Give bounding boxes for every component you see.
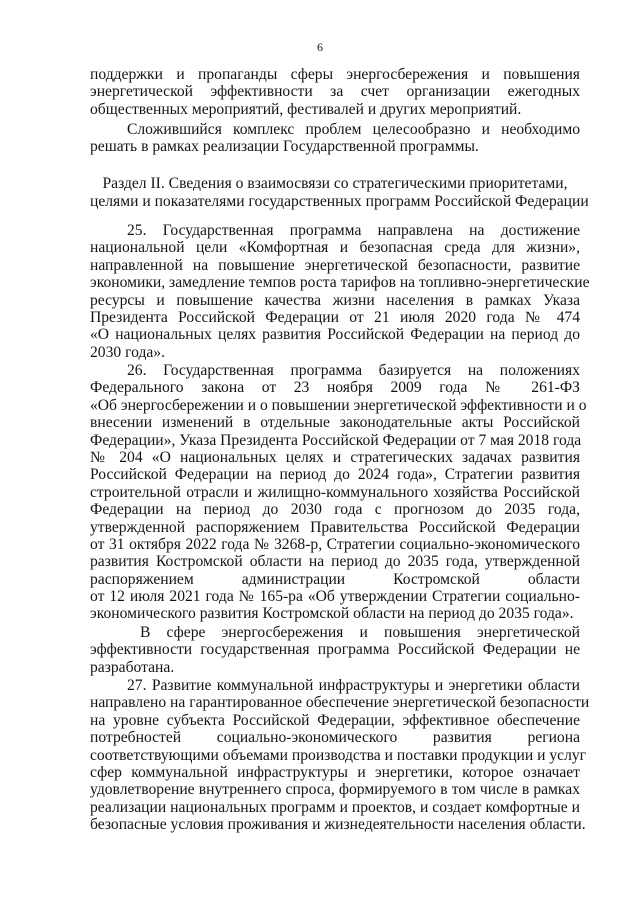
text-line: от 31 октября 2022 года № 3268-р, Стратегии социально-экономического (90, 535, 580, 553)
paragraph-26 (90, 362, 587, 623)
text-line: развития Костромской области на период до 2035 года, утвержденной (90, 553, 580, 571)
text-line: удовлетворение внутреннего спроса, формируемого в том числе в рамках (90, 781, 580, 799)
text-line: строительной отрасли и жилищно-коммунального хозяйства Российской (90, 483, 580, 501)
text-line: поддержки и пропаганды сферы энергосбережения и повышения (90, 66, 580, 83)
page-number: 6 (317, 40, 323, 54)
paragraph-25 (90, 222, 590, 361)
intro-paragraph (90, 66, 580, 118)
text-line: Федерации на период до 2030 года с прогнозом до 2035 года, (90, 501, 580, 519)
text-line: разработана. (90, 658, 175, 676)
text-line: решать в рамках реализации Государственной программы. (90, 138, 479, 156)
text-line: соответствующими объемами производства и поставки продукции и услуг (90, 746, 587, 764)
text-line: экономического развития Костромской области на период до 2035 года». (90, 605, 574, 623)
text-line: потребностей социально-экономического развития региона (90, 729, 580, 747)
text-line: безопасные условия проживания и жизнедеятельности населения области. (90, 816, 586, 834)
text-line: распоряжением администрации Костромской области (90, 570, 580, 588)
text-line: «Об энергосбережении и о повышении энергетической эффективности и о (90, 396, 587, 414)
text-line: на уровне субъекта Российской Федерации, эффективное обеспечение (90, 711, 580, 729)
text-line: направленной на повышение энергетической безопасности, развитие (90, 256, 580, 274)
text-line: экономики, замедление темпов роста тарифов на топливно-энергетические (90, 274, 590, 292)
text-line: Федерации», Указа Президента Российской Федерации от 7 мая 2018 года (90, 431, 582, 449)
text-line: Федерального закона от 23 ноября 2009 года № 261-ФЗ (90, 379, 580, 397)
text-line: утвержденной распоряжением Правительства Российской Федерации (90, 518, 580, 536)
text-line: общественных мероприятий, фестивалей и других мероприятий. (90, 100, 522, 118)
text-line: эффективности государственная программа Российской Федерации не (90, 641, 580, 659)
text-line: В сфере энергосбережения и повышения энергетической (140, 624, 580, 641)
text-line: 25. Государственная программа направлена на достижение (127, 222, 580, 239)
text-line: национальной цели «Комфортная и безопасная среда для жизни», (90, 239, 580, 257)
text-line: 2030 года». (90, 343, 165, 361)
text-line: Российской Федерации на период до 2024 года», Стратегии развития (90, 466, 580, 484)
paragraph-energy-sphere (90, 624, 580, 676)
text-line: направлено на гарантированное обеспечение энергетической безопасности (90, 694, 590, 712)
section-title-line: целями и показателями государственных программ Российской Федерации (90, 193, 589, 210)
text-line: энергетической эффективности за счет организации ежегодных (90, 83, 580, 101)
text-line: 26. Государственная программа базируется на положениях (127, 362, 580, 379)
section-title (90, 175, 589, 211)
section-title-line: Раздел II. Сведения о взаимосвязи со стратегическими приоритетами, (102, 175, 568, 192)
text-line: 27. Развитие коммунальной инфраструктуры и энергетики области (127, 677, 580, 694)
text-line: Сложившийся комплекс проблем целесообразно и необходимо (127, 121, 580, 138)
text-line: № 204 «О национальных целях и стратегических задачах развития (90, 448, 580, 466)
text-line: внесении изменений в отдельные законодательные акты Российской (90, 414, 580, 432)
paragraph-27 (90, 677, 590, 834)
text-line: сфер коммунальной инфраструктуры и энергетики, которое означает (90, 763, 580, 781)
text-line: «О национальных целях развития Российской Федерации на период до (90, 326, 580, 344)
text-line: от 12 июля 2021 года № 165-ра «Об утверждении Стратегии социально- (90, 588, 580, 606)
text-line: ресурсы и повышение качества жизни населения в рамках Указа (90, 291, 580, 309)
text-line: Президента Российской Федерации от 21 июля 2020 года № 474 (90, 308, 580, 326)
text-line: реализации национальных программ и проектов, и создает комфортные и (90, 798, 580, 816)
conclusion-paragraph (90, 121, 580, 156)
